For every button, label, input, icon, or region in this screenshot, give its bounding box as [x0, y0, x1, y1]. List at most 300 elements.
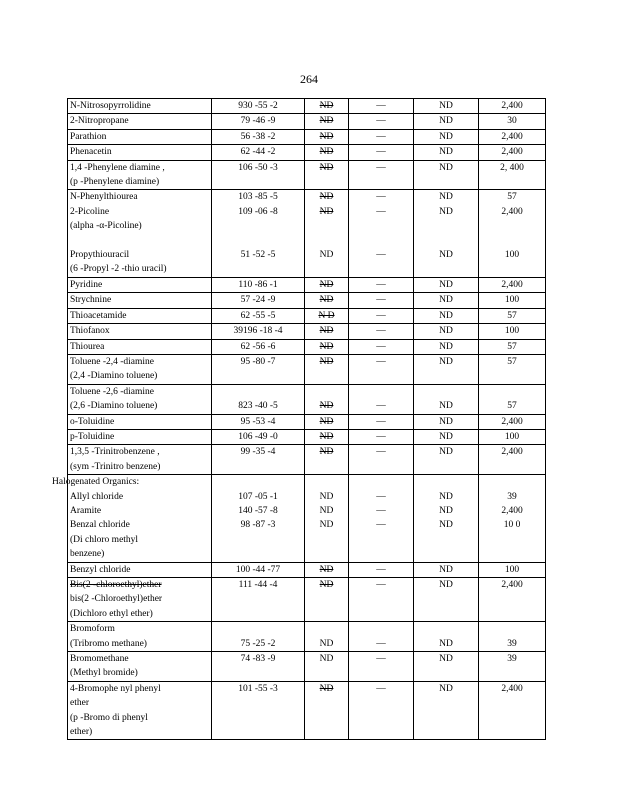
- cell-line: —: [376, 683, 386, 694]
- table-row: [68, 475, 546, 562]
- cell-line: 110 -86 -1: [238, 279, 278, 290]
- value-col5-cell: [414, 234, 479, 278]
- value-col5-cell: [414, 414, 479, 429]
- cas-number-cell: [212, 652, 305, 682]
- cas-number-cell: [212, 622, 305, 652]
- table-row: [68, 99, 546, 114]
- value-col5-cell: [414, 578, 479, 622]
- cell-line: 2,400: [501, 580, 523, 590]
- col3-value: ND: [319, 401, 334, 412]
- col3-value: ND: [319, 491, 334, 502]
- cas-number-cell: [212, 293, 305, 308]
- value-col3-cell: [305, 234, 349, 278]
- cell-line: ND: [439, 326, 453, 337]
- value-col6-cell: [479, 160, 546, 190]
- chemical-name-line: 2-Picoline: [70, 206, 110, 217]
- col3-value: ND: [319, 250, 334, 261]
- cas-number-cell: [212, 160, 305, 190]
- cas-number-cell: [212, 339, 305, 354]
- cell-line: 100: [504, 326, 520, 337]
- value-col6-cell: [479, 562, 546, 577]
- chemical-name-cell: [52, 475, 212, 562]
- value-col5-cell: [414, 114, 479, 129]
- cell-line: ND: [439, 116, 453, 127]
- chemical-name-line: (2,6 -Diamino toluene): [70, 401, 158, 412]
- cell-line: 57: [507, 192, 517, 203]
- chemical-name-line: (Di chloro methyl: [70, 534, 139, 545]
- col3-value: ND: [319, 101, 334, 111]
- chemical-name-line: Parathion: [70, 131, 107, 142]
- chemical-name-cell: [68, 293, 212, 308]
- col3-value: ND: [319, 505, 334, 516]
- value-col4-cell: [349, 622, 414, 652]
- cell-line: 95 -53 -4: [240, 416, 276, 427]
- cell-line: 57: [507, 341, 517, 352]
- cell-line: ND: [439, 431, 453, 442]
- cell-line: 106 -50 -3: [238, 162, 278, 173]
- cell-line: —: [376, 416, 386, 427]
- chemical-name-line: Benzal chloride: [70, 520, 130, 531]
- chemical-name-line: (Dichloro ethyl ether): [70, 608, 153, 619]
- value-col4-cell: [349, 562, 414, 577]
- col3-value: ND: [319, 341, 334, 352]
- cell-line: —: [376, 206, 386, 217]
- chemical-name-line: Strychnine: [70, 295, 112, 306]
- chemical-name-line: N-Phenylthiourea: [70, 192, 138, 203]
- value-col4-cell: [349, 114, 414, 129]
- col3-value: ND: [319, 654, 334, 665]
- cell-line: ND: [439, 310, 453, 321]
- value-col6-cell: [479, 324, 546, 339]
- cell-line: 62 -55 -5: [240, 310, 276, 321]
- col3-value: ND: [319, 564, 334, 575]
- chemical-name-line: Benzyl chloride: [70, 564, 131, 575]
- value-col3-cell: [305, 339, 349, 354]
- table-row: [68, 578, 546, 622]
- value-col5-cell: [414, 129, 479, 144]
- col3-value: ND: [319, 206, 334, 217]
- value-col4-cell: [349, 652, 414, 682]
- chemical-name-line: ether: [70, 698, 89, 709]
- value-col3-cell: [305, 429, 349, 444]
- cell-line: 2,400: [501, 505, 523, 516]
- cell-line: 2,400: [501, 206, 523, 217]
- value-col6-cell: [479, 681, 546, 740]
- cell-line: 56 -38 -2: [240, 131, 276, 142]
- chemical-name-line: Allyl chloride: [70, 491, 124, 502]
- value-col5-cell: [414, 324, 479, 339]
- chemical-name-cell: [68, 234, 212, 278]
- cell-line: ND: [439, 101, 453, 111]
- cell-line: —: [376, 505, 386, 516]
- value-col4-cell: [349, 277, 414, 292]
- cell-line: —: [376, 162, 386, 173]
- chemical-name-cell: [68, 445, 212, 475]
- value-col6-cell: [479, 414, 546, 429]
- table-row: [68, 190, 546, 234]
- cell-line: 2,400: [501, 279, 523, 290]
- cell-line: ND: [439, 162, 453, 173]
- col3-value: N D: [318, 310, 335, 321]
- cell-line: 51 -52 -5: [240, 250, 276, 261]
- cas-number-cell: [212, 324, 305, 339]
- value-col6-cell: [479, 145, 546, 160]
- chemical-name-cell: [68, 578, 212, 622]
- cell-line: 2,400: [501, 131, 523, 142]
- chemical-name-line: Thioacetamide: [70, 310, 127, 321]
- value-col6-cell: [479, 475, 546, 562]
- value-col4-cell: [349, 160, 414, 190]
- chemical-name-line: (p -Phenylene diamine): [70, 177, 160, 188]
- cas-number-cell: [212, 578, 305, 622]
- table-row: [68, 354, 546, 384]
- value-col3-cell: [305, 324, 349, 339]
- value-col6-cell: [479, 384, 546, 414]
- chemical-name-line: [70, 234, 209, 248]
- cell-line: —: [376, 356, 386, 367]
- col3-value: ND: [319, 147, 334, 158]
- cell-line: —: [376, 147, 386, 158]
- cell-line: ND: [439, 683, 453, 694]
- value-col6-cell: [479, 429, 546, 444]
- table-row: [68, 562, 546, 577]
- value-col6-cell: [479, 578, 546, 622]
- cell-line: 30: [507, 116, 517, 127]
- cell-line: —: [376, 341, 386, 352]
- col3-value: ND: [319, 356, 334, 367]
- cell-line: —: [376, 310, 386, 321]
- chemical-name-line: Thiourea: [70, 341, 105, 352]
- cell-line: ND: [439, 520, 453, 531]
- chemical-name-cell: [68, 562, 212, 577]
- chemical-name-line: Pyridine: [70, 279, 103, 290]
- table-row: [68, 160, 546, 190]
- value-col5-cell: [414, 475, 479, 562]
- cell-line: 2,400: [501, 683, 523, 694]
- value-col4-cell: [349, 190, 414, 234]
- chemical-name-cell: [68, 384, 212, 414]
- chemical-name-line: Thiofanox: [70, 326, 110, 337]
- cas-number-cell: [212, 354, 305, 384]
- cell-line: ND: [439, 447, 453, 458]
- cell-line: 101 -55 -3: [238, 683, 278, 694]
- value-col4-cell: [349, 99, 414, 114]
- cell-line: —: [376, 447, 386, 458]
- chemical-name-cell: [68, 652, 212, 682]
- value-col4-cell: [349, 354, 414, 384]
- cell-line: 109 -06 -8: [238, 206, 278, 217]
- col3-value: ND: [319, 295, 334, 306]
- value-col6-cell: [479, 354, 546, 384]
- cell-line: ND: [439, 654, 453, 665]
- cell-line: —: [376, 116, 386, 127]
- table-row: [68, 145, 546, 160]
- cas-number-cell: [212, 129, 305, 144]
- col3-value: ND: [319, 162, 334, 173]
- value-col4-cell: [349, 308, 414, 323]
- value-col4-cell: [349, 339, 414, 354]
- cas-number-cell: [212, 445, 305, 475]
- cell-line: 99 -35 -4: [240, 447, 276, 458]
- table-row: [68, 339, 546, 354]
- value-col5-cell: [414, 384, 479, 414]
- chemical-name-line: Phenacetin: [70, 147, 112, 158]
- chemical-name-cell: [68, 190, 212, 234]
- chemical-table: [52, 98, 546, 740]
- value-col3-cell: [305, 562, 349, 577]
- cas-number-cell: [212, 475, 305, 562]
- cas-number-cell: [212, 562, 305, 577]
- value-col6-cell: [479, 114, 546, 129]
- value-col6-cell: [479, 293, 546, 308]
- value-col4-cell: [349, 324, 414, 339]
- cell-line: —: [376, 431, 386, 442]
- table-row: [68, 622, 546, 652]
- value-col6-cell: [479, 339, 546, 354]
- chemical-name-cell: [68, 324, 212, 339]
- table-row: [68, 308, 546, 323]
- chemical-name-line: N-Nitrosopyrrolidine: [70, 101, 151, 111]
- cas-number-cell: [212, 234, 305, 278]
- cell-line: 103 -85 -5: [238, 192, 278, 203]
- cell-line: —: [376, 101, 386, 111]
- cell-line: 57: [507, 310, 517, 321]
- table-row: [68, 114, 546, 129]
- cell-line: 57: [507, 401, 517, 412]
- cell-line: —: [376, 250, 386, 261]
- cell-line: —: [376, 326, 386, 337]
- value-col3-cell: [305, 652, 349, 682]
- value-col5-cell: [414, 354, 479, 384]
- value-col5-cell: [414, 445, 479, 475]
- value-col4-cell: [349, 293, 414, 308]
- value-col6-cell: [479, 190, 546, 234]
- value-col4-cell: [349, 414, 414, 429]
- value-col6-cell: [479, 99, 546, 114]
- cell-line: 74 -83 -9: [240, 654, 276, 665]
- chemical-name-cell: [68, 622, 212, 652]
- value-col6-cell: [479, 445, 546, 475]
- chemical-name-line: ether): [70, 727, 93, 738]
- cell-line: —: [376, 279, 386, 290]
- cell-line: —: [376, 638, 386, 649]
- cell-line: 79 -46 -9: [240, 116, 276, 127]
- chemical-name-cell: [68, 277, 212, 292]
- chemical-name-line: 4-Bromophe nyl phenyl: [70, 683, 161, 694]
- value-col3-cell: [305, 293, 349, 308]
- col3-value: ND: [319, 326, 334, 337]
- value-col3-cell: [305, 277, 349, 292]
- chemical-name-line: Bis(2 -chloroethyl)ether: [70, 580, 162, 590]
- value-col3-cell: [305, 578, 349, 622]
- cell-line: 39: [507, 491, 517, 502]
- chemical-name-line: 1,3,5 -Trinitrobenzene ,: [70, 447, 160, 458]
- cell-line: 2,400: [501, 101, 523, 111]
- chemical-name-line: bis(2 -Chloroethyl)ether: [70, 594, 163, 605]
- chemical-name-cell: [68, 129, 212, 144]
- value-col3-cell: [305, 308, 349, 323]
- chemical-name-line: Aramite: [70, 505, 102, 516]
- cell-line: —: [376, 295, 386, 306]
- cell-line: 930 -55 -2: [238, 101, 278, 111]
- value-col3-cell: [305, 475, 349, 562]
- cell-line: 100: [504, 564, 520, 575]
- value-col3-cell: [305, 129, 349, 144]
- value-col3-cell: [305, 354, 349, 384]
- value-col3-cell: [305, 445, 349, 475]
- cell-line: 98 -87 -3: [240, 520, 276, 531]
- value-col5-cell: [414, 339, 479, 354]
- chemical-name-line: 2-Nitropropane: [70, 116, 129, 127]
- chemical-name-line: (Methyl bromide): [70, 668, 138, 679]
- cell-line: —: [376, 131, 386, 142]
- value-col5-cell: [414, 652, 479, 682]
- cell-line: —: [376, 491, 386, 502]
- cas-number-cell: [212, 277, 305, 292]
- value-col6-cell: [479, 129, 546, 144]
- col3-value: ND: [319, 683, 334, 694]
- value-col3-cell: [305, 384, 349, 414]
- table-row: [68, 414, 546, 429]
- value-col5-cell: [414, 277, 479, 292]
- cell-line: ND: [439, 564, 453, 575]
- cell-line: ND: [439, 580, 453, 590]
- table-row: [68, 293, 546, 308]
- table-row: [68, 652, 546, 682]
- value-col3-cell: [305, 160, 349, 190]
- cell-line: ND: [439, 416, 453, 427]
- value-col4-cell: [349, 234, 414, 278]
- chemical-name-line: 1,4 -Phenylene diamine ,: [70, 162, 165, 173]
- cas-number-cell: [212, 308, 305, 323]
- value-col4-cell: [349, 145, 414, 160]
- cell-line: 111 -44 -4: [238, 580, 278, 590]
- cell-line: 107 -05 -1: [238, 491, 278, 502]
- chemical-name-cell: [68, 114, 212, 129]
- chemical-name-cell: [68, 339, 212, 354]
- cell-line: —: [376, 520, 386, 531]
- chemical-name-cell: [68, 99, 212, 114]
- value-col3-cell: [305, 190, 349, 234]
- value-col4-cell: [349, 429, 414, 444]
- cell-line: ND: [439, 491, 453, 502]
- cell-line: 100 -44 -77: [235, 564, 281, 575]
- cell-line: ND: [439, 250, 453, 261]
- cell-line: ND: [439, 295, 453, 306]
- value-col5-cell: [414, 622, 479, 652]
- chemical-name-cell: [68, 681, 212, 740]
- cell-line: 57 -24 -9: [240, 295, 276, 306]
- value-col6-cell: [479, 277, 546, 292]
- cell-line: 39: [507, 654, 517, 665]
- cell-line: —: [376, 192, 386, 203]
- cell-line: 62 -56 -6: [240, 341, 276, 352]
- cell-line: 57: [507, 356, 517, 367]
- value-col3-cell: [305, 99, 349, 114]
- cell-line: —: [376, 580, 386, 590]
- value-col4-cell: [349, 384, 414, 414]
- table-row: [68, 681, 546, 740]
- cell-line: 823 -40 -5: [238, 401, 278, 412]
- chemical-name-line: (alpha -α-Picoline): [70, 221, 142, 232]
- cell-line: ND: [439, 279, 453, 290]
- cell-line: ND: [439, 356, 453, 367]
- cas-number-cell: [212, 429, 305, 444]
- chemical-name-line: Propythiouracil: [70, 250, 130, 261]
- chemical-name-cell: [68, 354, 212, 384]
- value-col5-cell: [414, 190, 479, 234]
- col3-value: ND: [319, 192, 334, 203]
- cell-line: —: [376, 564, 386, 575]
- cell-line: 140 -57 -8: [238, 505, 278, 516]
- cas-number-cell: [212, 114, 305, 129]
- value-col4-cell: [349, 578, 414, 622]
- value-col3-cell: [305, 622, 349, 652]
- section-heading: Halogenated Organics:: [52, 477, 140, 488]
- table-row: [68, 445, 546, 475]
- chemical-name-line: o-Toluidine: [70, 416, 115, 427]
- cell-line: ND: [439, 192, 453, 203]
- table-row: [68, 324, 546, 339]
- cell-line: ND: [439, 206, 453, 217]
- cas-number-cell: [212, 681, 305, 740]
- value-col5-cell: [414, 308, 479, 323]
- chemical-name-cell: [68, 429, 212, 444]
- chemical-name-cell: [68, 414, 212, 429]
- cell-line: 39196 -18 -4: [233, 326, 283, 337]
- cas-number-cell: [212, 190, 305, 234]
- value-col3-cell: [305, 114, 349, 129]
- chemical-name-line: (2,4 -Diamino toluene): [70, 371, 158, 382]
- value-col4-cell: [349, 445, 414, 475]
- value-col3-cell: [305, 681, 349, 740]
- table-row: [68, 277, 546, 292]
- table-row: [68, 234, 546, 278]
- chemical-name-line: (sym -Trinitro benzene): [70, 461, 161, 472]
- value-col5-cell: [414, 681, 479, 740]
- cell-line: ND: [439, 505, 453, 516]
- value-col3-cell: [305, 145, 349, 160]
- chemical-name-cell: [68, 308, 212, 323]
- chemical-name-line: p-Toluidine: [70, 431, 115, 442]
- col3-value: ND: [319, 447, 334, 458]
- col3-value: ND: [319, 638, 334, 649]
- col3-value: ND: [319, 580, 334, 590]
- chemical-name-cell: [68, 145, 212, 160]
- value-col6-cell: [479, 234, 546, 278]
- cell-line: 75 -25 -2: [240, 638, 276, 649]
- cas-number-cell: [212, 99, 305, 114]
- chemical-name-line: Bromoform: [70, 624, 115, 635]
- col3-value: ND: [319, 431, 334, 442]
- cell-line: ND: [439, 341, 453, 352]
- cell-line: 100: [504, 431, 520, 442]
- cell-line: 2,400: [501, 416, 523, 427]
- value-col4-cell: [349, 681, 414, 740]
- col3-value: ND: [319, 416, 334, 427]
- cas-number-cell: [212, 414, 305, 429]
- cell-line: ND: [439, 131, 453, 142]
- value-col4-cell: [349, 129, 414, 144]
- value-col5-cell: [414, 429, 479, 444]
- cell-line: 95 -80 -7: [240, 356, 276, 367]
- cas-number-cell: [212, 145, 305, 160]
- cell-line: 2,400: [501, 147, 523, 158]
- value-col5-cell: [414, 562, 479, 577]
- value-col6-cell: [479, 622, 546, 652]
- value-col5-cell: [414, 293, 479, 308]
- cell-line: 100: [504, 250, 520, 261]
